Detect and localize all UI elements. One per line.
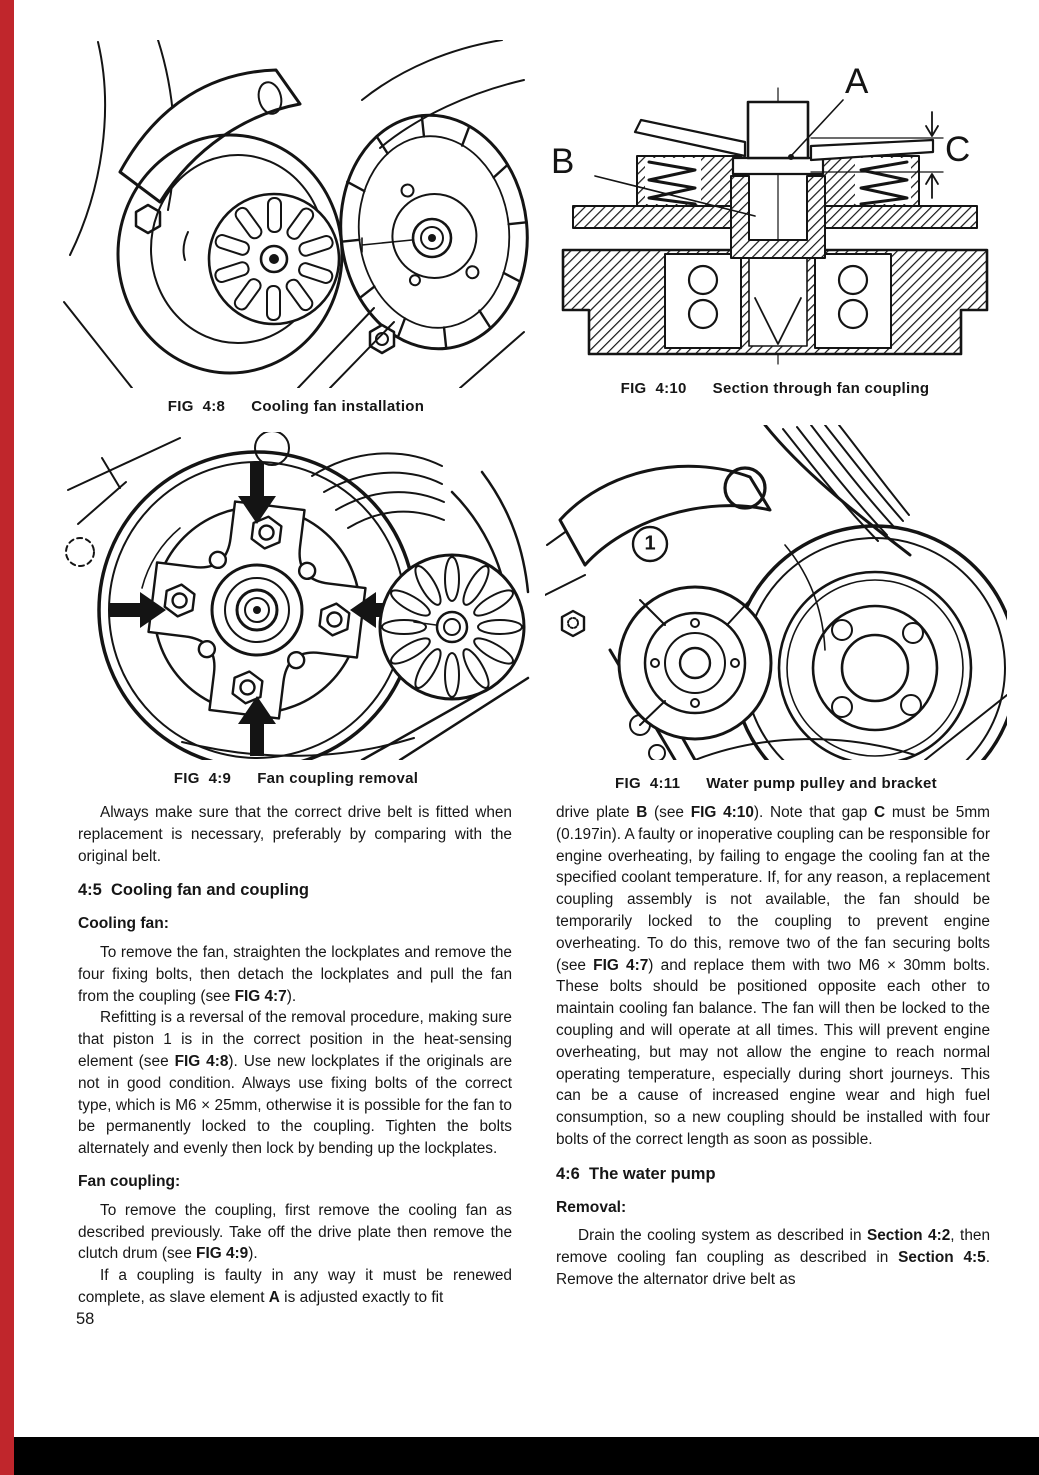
figure-4-9	[62, 432, 530, 787]
fig-4-8-caption	[62, 398, 530, 415]
figure-4-11	[545, 425, 1007, 792]
fig-4-11-drawing	[545, 425, 1007, 760]
paragraph-drive-belt: Always make sure that the correct drive belt is fitted when replacement is necessary, preferably by comparing with the original belt.	[78, 804, 512, 865]
fig-4-8-caption-title: Cooling fan installation	[251, 398, 425, 415]
fig-4-11-ring-overlay	[630, 526, 1039, 527]
red-page-edge-stripe	[0, 0, 14, 1475]
column-left	[78, 802, 512, 1309]
fig-4-8-drawing	[62, 40, 530, 388]
subheading-removal: Removal:	[556, 1198, 627, 1216]
fig-4-10-drawing	[545, 58, 1005, 370]
scan-bottom-band	[0, 1437, 1039, 1475]
fig-4-10-caption-title: Section through fan coupling	[712, 380, 930, 397]
fig-4-11-caption-label: FIG 4:11	[615, 775, 681, 792]
page-number: 58	[76, 1310, 95, 1328]
fig-4-10-callout-a: A	[845, 62, 869, 101]
fig-4-8-caption-label: FIG 4:8	[167, 398, 226, 415]
subheading-fan-coupling: Fan coupling:	[78, 1172, 181, 1190]
fig-4-11-caption	[545, 775, 1007, 792]
paragraph-drain-cooling: Drain the cooling system as described in Section 4:2, then remove cooling fan coupling as described in Section 4:5. Remove the alternator drive belt as	[556, 1227, 991, 1288]
paragraph-fan-removal: To remove the fan, straighten the lockplates and remove the four fixing bolts, then detach the lockplates and pull the fan from the coupling (see FIG 4:7).	[78, 943, 512, 1005]
paragraph-fan-refitting: Refitting is a reversal of the removal procedure, making sure that piston 1 is in the correct position in the heat-sensing element (see FIG 4:8). Use new lockplates if the originals are not in good condition. Always use fixing bolts of the correct type, which is M6 × 25mm, otherwise it is possible for the fan to be permanently locked to the coupling. Tighten the bolts alternately and evenly then lock by bending up the lockplates.	[78, 1009, 512, 1158]
fig-4-10-callout-b: B	[551, 142, 575, 181]
fig-4-10-caption-label: FIG 4:10	[620, 380, 687, 397]
figure-4-10	[545, 58, 1005, 397]
fig-4-10-caption	[545, 380, 1005, 397]
fig-4-11-callout-1: 1	[644, 532, 656, 555]
section-heading-4-6: 4:6 The water pump	[556, 1164, 716, 1183]
fig-4-9-caption-title: Fan coupling removal	[257, 770, 419, 787]
section-heading-4-5: 4:5 Cooling fan and coupling	[78, 881, 309, 900]
fig-4-10-callout-c: C	[945, 130, 971, 169]
paragraph-drive-plate: drive plate B (see FIG 4:10). Note that gap C must be 5mm (0.197in). A faulty or inoperative coupling can be responsible for engine overheating, by failing to engage the cooling fan at the specified coolant temperature. If, for any reason, a replacement coupling assembly is not available, the fan should be temporarily locked to the coupling to prevent engine overheating. To do this, remove two of the fan securing bolts (see FIG 4:7) and replace them with two M6 × 30mm bolts. These bolts should be positioned opposite each other to maintain cooling fan balance. The fan will then be locked to the coupling and will operate at all times. This will prevent engine overheating, but may not allow the engine to reach normal operating temperature, especially during short journeys. This can be a cause of increased engine wear and high fuel consumption, so a new coupling should be installed with four bolts of the correct length as soon as possible.	[556, 804, 991, 1148]
fig-4-9-caption-label: FIG 4:9	[173, 770, 232, 787]
subheading-cooling-fan: Cooling fan:	[78, 915, 169, 933]
column-right	[556, 802, 990, 1291]
paragraph-coupling-removal: To remove the coupling, first remove the cooling fan as described previously. Take off the drive plate then remove the clutch drum (see FIG 4:9).	[78, 1201, 512, 1263]
fig-4-9-caption	[62, 770, 530, 787]
paragraph-coupling-faulty: If a coupling is faulty in any way it must be renewed complete, as slave element A is adjusted exactly to fit	[78, 1267, 512, 1306]
fig-4-9-drawing	[62, 432, 530, 760]
figure-4-8	[62, 40, 530, 415]
fig-4-11-caption-title: Water pump pulley and bracket	[706, 775, 937, 792]
